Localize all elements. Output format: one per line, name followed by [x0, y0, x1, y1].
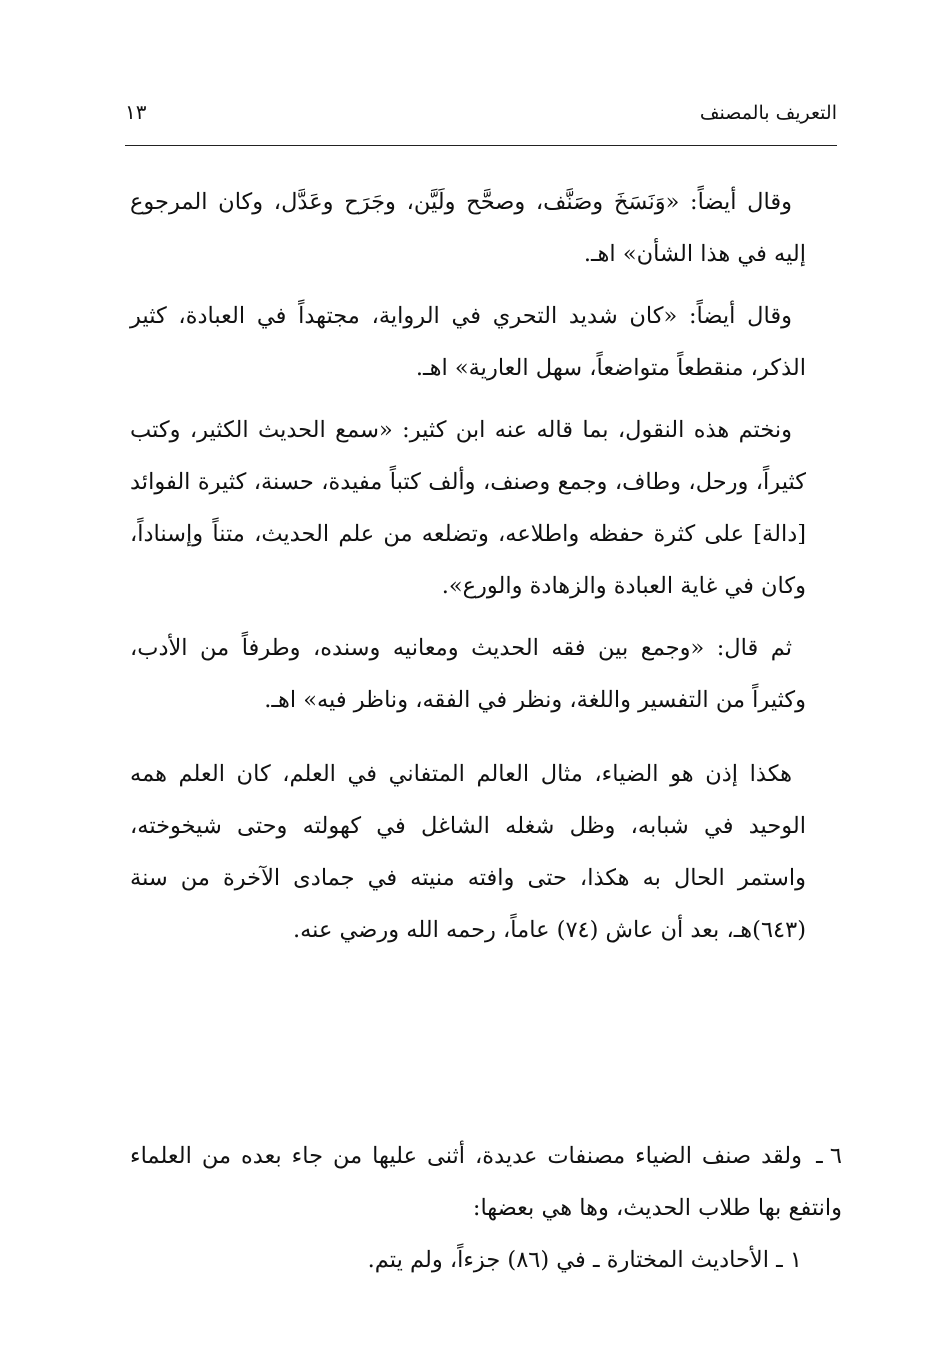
paragraph-5: هكذا إذن هو الضياء، مثال العالم المتفاني في العلم، كان العلم همه الوحيد في شبابه، وظل شغله الشاغل في كهولته وحتى شيخوخته، واستمر الحال به هكذا، حتى وافته منيته في جمادى الآخرة من سنة (٦٤٣)هـ، بعد أن عاش (٧٤) عاماً، رحمه الله ورضي عنه.: [130, 761, 806, 943]
paragraph-1: وقال أيضاً: «وَنَسَخَ وصَنَّف، وصحَّح ولَيَّن، وجَرَح وعَدَّل، وكان المرجوع إليه في هذا الشأن» اهـ.: [130, 189, 806, 267]
paragraph-3: ونختم هذه النقول، بما قاله عنه ابن كثير: «سمع الحديث الكثير، وكتب كثيراً، ورحل، وطاف، وجمع وصنف، وألف كتباً مفيدة، حسنة، كثيرة الفوائد [دالة] على كثرة حفظه واطلاعه، وتضلعه من علم الحديث، متناً وإسناداً، وكان في غاية العبادة والزهادة والورع».: [130, 417, 806, 599]
numbered-item: [130, 1130, 842, 1286]
paragraph-2: وقال أيضاً: «كان شديد التحري في الرواية، مجتهداً في العبادة، كثير الذكر، منقطعاً متواضعاً، سهل العارية» اهـ.: [130, 303, 806, 381]
running-title: التعريف بالمصنف: [699, 102, 837, 124]
numbered-item-line: [130, 1130, 842, 1234]
page-header: [125, 98, 837, 130]
sub-item-1: ١ ـ الأحاديث المختارة ـ في (٨٦) جزءاً، ولم يتم.: [367, 1247, 802, 1273]
page-number: ١٣: [125, 100, 147, 124]
body-text: [130, 176, 806, 966]
header-divider: [125, 145, 837, 146]
paragraph-4: ثم قال: «وجمع بين فقه الحديث ومعانيه وسنده، وطرفاً من الأدب، وكثيراً من التفسير واللغة، ونظر في الفقه، وناظر فيه» اهـ.: [130, 635, 806, 713]
item-number: ٦ ـ: [816, 1143, 842, 1169]
numbered-item-text: ولقد صنف الضياء مصنفات عديدة، أثنى عليها من جاء بعده من العلماء وانتفع بها طلاب الحديث، وها هي بعضها:: [130, 1143, 842, 1221]
